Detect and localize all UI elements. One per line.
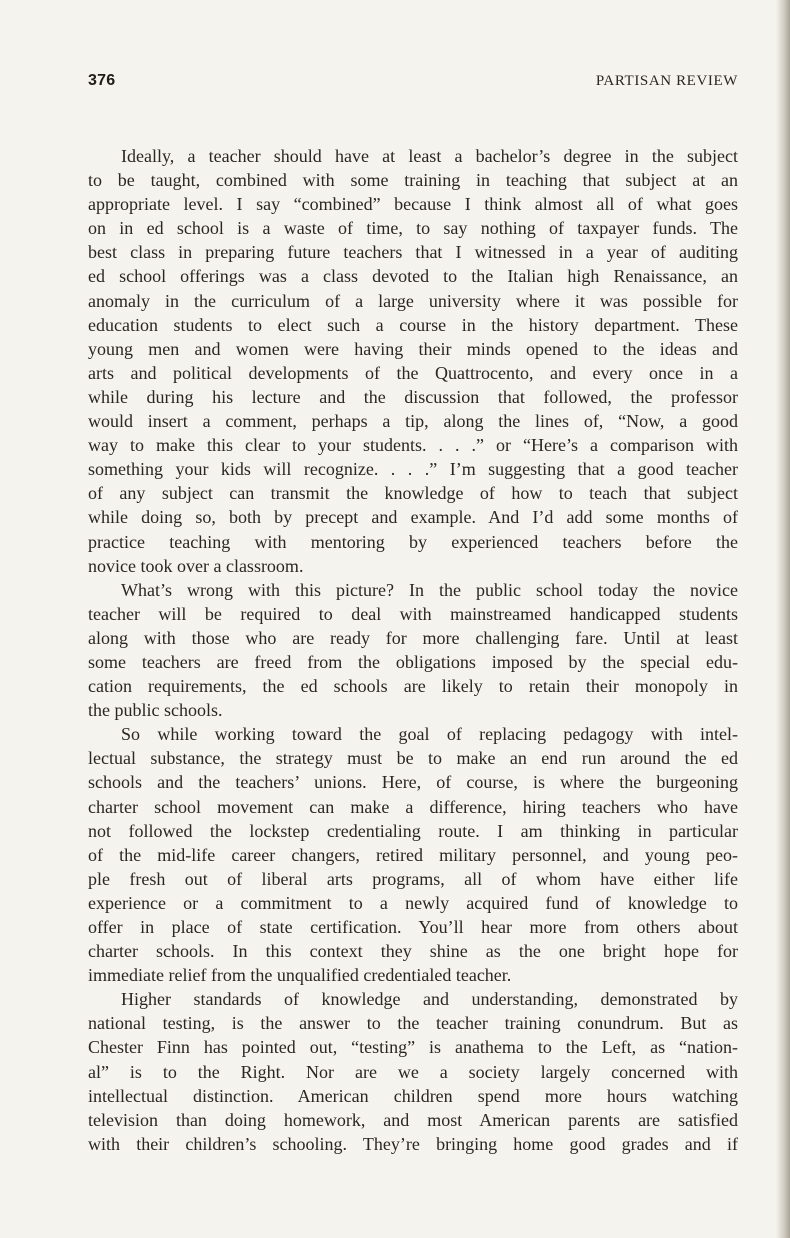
- text-line: way to make this clear to your students. . . .” or “Here’s a comparison with: [88, 435, 738, 456]
- text-line: experience or a commitment to a newly acquired fund of knowledge to: [88, 892, 738, 913]
- text-line: the public schools.: [88, 700, 223, 721]
- text-line: with their children’s schooling. They’re bringing home good grades and if: [88, 1133, 738, 1154]
- text-line: of the mid-life career changers, retired military personnel, and young peo-: [88, 844, 738, 865]
- text-line: while doing so, both by precept and example. And I’d add some months of: [88, 507, 738, 528]
- text-line: charter schools. In this context they shine as the one bright hope for: [88, 941, 738, 962]
- page-number: 376: [88, 72, 116, 89]
- text-line: cation requirements, the ed schools are likely to retain their monopoly in: [88, 676, 738, 697]
- text-line: young men and women were having their minds opened to the ideas and: [88, 338, 738, 359]
- text-line: some teachers are freed from the obligations imposed by the special edu-: [88, 651, 738, 672]
- text-line: of any subject can transmit the knowledge of how to teach that subject: [88, 483, 738, 504]
- text-line: national testing, is the answer to the teacher training conundrum. But as: [88, 1013, 738, 1034]
- text-line: television than doing homework, and most American parents are satisfied: [88, 1109, 738, 1130]
- text-line: intellectual distinction. American children spend more hours watching: [88, 1085, 738, 1106]
- text-line: along with those who are ready for more challenging fare. Until at least: [88, 627, 738, 648]
- text-line: novice took over a classroom.: [88, 555, 304, 576]
- page-header: [88, 72, 738, 96]
- text-line: ple fresh out of liberal arts programs, all of whom have either life: [88, 868, 738, 889]
- text-line: lectual substance, the strategy must be to make an end run around the ed: [88, 748, 738, 769]
- text-line: ed school offerings was a class devoted to the Italian high Renaissance, an: [88, 266, 738, 287]
- text-line: best class in preparing future teachers that I witnessed in a year of auditing: [88, 242, 738, 263]
- text-line: al” is to the Right. Nor are we a society largely concerned with: [88, 1061, 738, 1082]
- text-line: on in ed school is a waste of time, to say nothing of taxpayer funds. The: [88, 218, 738, 239]
- text-line: education students to elect such a course in the history department. These: [88, 314, 738, 335]
- text-line: So while working toward the goal of replacing pedagogy with intel-: [121, 724, 738, 745]
- text-line: anomaly in the curriculum of a large university where it was possible for: [88, 290, 738, 311]
- text-line: offer in place of state certification. You’ll hear more from others about: [88, 917, 738, 937]
- text-line: teacher will be required to deal with mainstreamed handicapped students: [88, 603, 738, 624]
- text-line: schools and the teachers’ unions. Here, of course, is where the burgeoning: [88, 772, 738, 793]
- text-line: Ideally, a teacher should have at least a bachelor’s degree in the subject: [121, 146, 738, 166]
- text-line: practice teaching with mentoring by experienced teachers before the: [88, 531, 738, 552]
- text-line: arts and political developments of the Quattrocento, and every once in a: [88, 362, 738, 383]
- text-line: appropriate level. I say “combined” because I think almost all of what goes: [88, 194, 738, 215]
- book-spine-shadow: [776, 0, 790, 1238]
- text-line: What’s wrong with this picture? In the public school today the novice: [121, 579, 738, 600]
- text-line: something your kids will recognize. . . .” I’m suggesting that a good teacher: [88, 459, 738, 480]
- running-head: PARTISAN REVIEW: [595, 73, 738, 89]
- text-line: Chester Finn has pointed out, “testing” is anathema to the Left, as “nation-: [88, 1037, 738, 1058]
- text-line: to be taught, combined with some training in teaching that subject at an: [88, 170, 738, 191]
- text-line: would insert a comment, perhaps a tip, along the lines of, “Now, a good: [88, 411, 738, 432]
- text-line: immediate relief from the unqualified credentialed teacher.: [88, 965, 512, 986]
- text-line: not followed the lockstep credentialing route. I am thinking in particular: [88, 820, 738, 841]
- body-text: [88, 144, 738, 1156]
- text-line: Higher standards of knowledge and understanding, demonstrated by: [121, 989, 738, 1010]
- text-line: charter school movement can make a difference, hiring teachers who have: [88, 796, 738, 817]
- text-line: while during his lecture and the discussion that followed, the professor: [88, 386, 738, 407]
